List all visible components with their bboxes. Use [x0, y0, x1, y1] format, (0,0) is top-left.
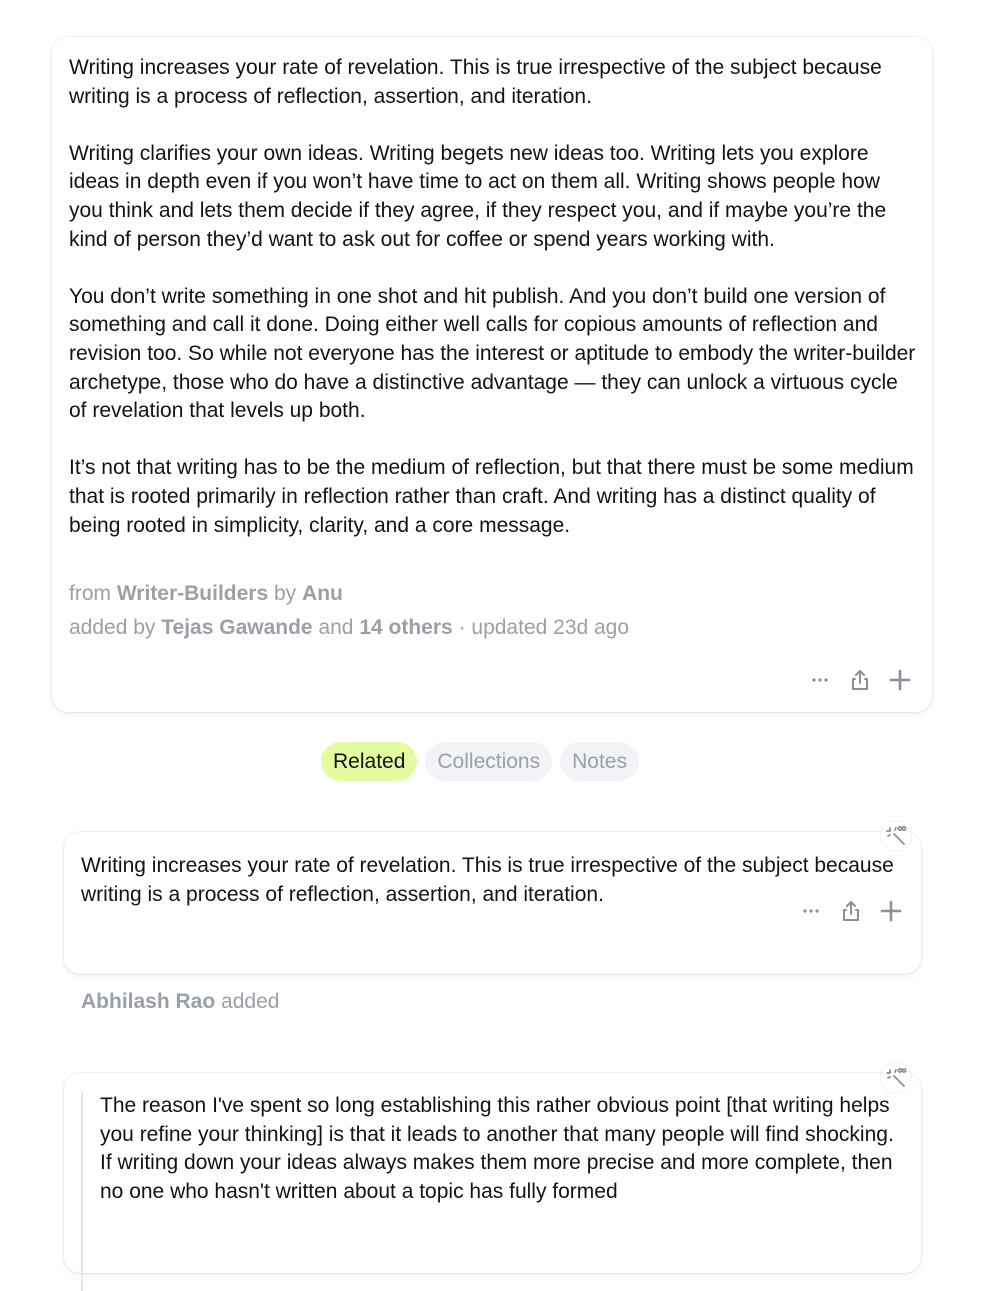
more-button[interactable] — [799, 899, 823, 923]
highlight-paragraph: Writing increases your rate of revelation. This is true irrespective of the subject because writing is a process of reflection, assertion, and iteration. — [69, 56, 882, 108]
tab-notes[interactable]: Notes — [560, 742, 639, 781]
plus-icon — [880, 900, 902, 922]
others-link[interactable]: 14 others — [359, 616, 453, 639]
highlight-paragraph: It’s not that writing has to be the medium of reflection, but that there must be some medium that is rooted primarily in reflection rather than craft. And writing has a distinct quality of being rooted in simplicity, clarity, and a core message. — [69, 456, 914, 537]
magic-wand-icon — [885, 825, 907, 847]
more-dots-icon — [801, 908, 821, 914]
tab-collections[interactable]: Collections — [425, 742, 552, 781]
added-label: added — [221, 990, 280, 1013]
share-button[interactable] — [848, 668, 872, 692]
related-card[interactable] — [64, 832, 921, 974]
magic-wand-icon — [885, 1067, 907, 1089]
magic-button[interactable] — [881, 821, 911, 851]
highlight-text — [69, 54, 919, 540]
more-dots-icon — [810, 677, 830, 683]
related-card[interactable] — [64, 1073, 921, 1273]
highlight-actions — [808, 668, 912, 692]
added-by-line — [69, 616, 629, 640]
add-button[interactable] — [888, 668, 912, 692]
source-title-link[interactable]: Writer-Builders — [116, 582, 269, 605]
updated-timestamp: · updated 23d ago — [458, 616, 630, 639]
related-card-actions — [799, 899, 971, 923]
by-label: by — [274, 582, 297, 605]
tab-bar — [321, 742, 639, 781]
more-button[interactable] — [808, 668, 832, 692]
add-button[interactable] — [879, 899, 903, 923]
highlight-card — [52, 37, 932, 712]
and-label: and — [318, 616, 354, 639]
share-button[interactable] — [839, 899, 863, 923]
plus-icon — [889, 669, 911, 691]
related-card-text: Writing increases your rate of revelation. This is true irrespective of the subject because writing is a process of reflection, assertion, and iteration. — [81, 854, 894, 906]
highlight-paragraph: You don’t write something in one shot and hit publish. And you don’t build one version of something and call it done. Doing either well calls for copious amounts of reflection and revision too. So while not everyone has the interest or aptitude to embody the writer-builder archetype, those who do have a distinctive advantage — they can unlock a virtuous cycle of revelation that levels up both. — [69, 284, 916, 423]
share-icon — [850, 669, 870, 691]
tab-related[interactable]: Related — [321, 742, 417, 781]
related-byline — [81, 990, 279, 1014]
source-line — [69, 582, 343, 606]
author-link[interactable]: Anu — [302, 582, 343, 605]
quote-bar — [81, 1091, 83, 1291]
added-by-user-link[interactable]: Tejas Gawande — [161, 616, 313, 639]
share-icon — [841, 900, 861, 922]
highlight-paragraph: Writing clarifies your own ideas. Writing begets new ideas too. Writing lets you explore ideas in depth even if you won’t have time to act on them all. Writing shows people how you think and lets them decide if they agree, if they respect you, and if maybe you’re the kind of person they’d want to ask out for coffee or spend years working with. — [69, 141, 887, 251]
from-label: from — [69, 582, 111, 605]
added-by-label: added by — [69, 616, 156, 639]
related-card-quote: The reason I've spent so long establishing this rather obvious point [that writing helps you refine your thinking] is that it leads to another that many people will find shocking. If writing down your ideas always makes them more precise and more complete, then no one who hasn't written about a topic has fully formed — [100, 1094, 894, 1203]
added-user-link[interactable]: Abhilash Rao — [81, 990, 216, 1013]
magic-button[interactable] — [881, 1063, 911, 1093]
